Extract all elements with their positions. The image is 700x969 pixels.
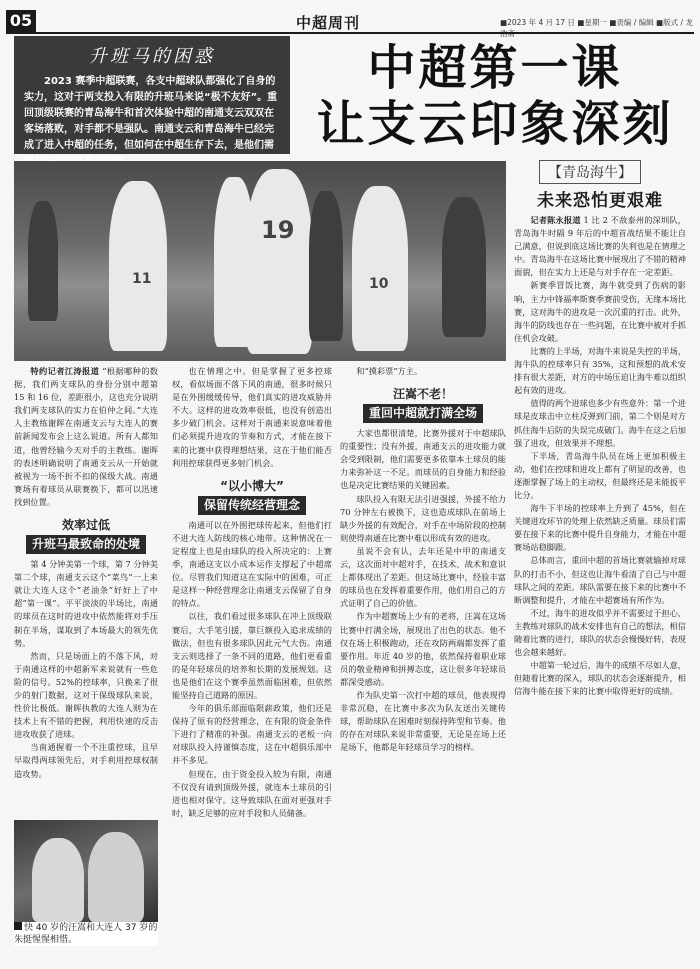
dateline: ■2023 年 4 月 17 日 ■星期一 ■责编 / 编辑 ■版式 / 龙 (500, 18, 693, 27)
players-photo (14, 820, 158, 922)
jersey-number: 10 (369, 276, 389, 292)
intro-box (14, 36, 290, 154)
paragraph: 也在情理之中。但是掌握了更多控球权，看似场面不落下风的南通，很多时候只是在外围缓缓传导，他们真实的进攻威胁并不大。这样的进攻效率很低，也没有创造出多少破门机会。这样对于南通来说意味着他们必须提升进攻的节奏和方式，才能在接下来的比赛中获得理想结果，这在于他们能否利用控球获得更多射门机会。 (172, 366, 332, 468)
masthead (0, 0, 700, 34)
headline-line-1: 中超第一课 (367, 40, 623, 96)
subhead-line-2: 重回中超就打满全场 (363, 404, 483, 423)
paragraph: 中超第一轮过后，海牛的成绩不尽如人意，但随着比赛的深入，球队的状态会逐渐提升，相信海牛能在接下来的比赛中取得更好的成绩。 (514, 660, 686, 697)
paragraph: 不过，海牛的进攻似乎并不需要过于担心，主教练对球队的战术安排也有自己的想法，相信随着比赛的进行，球队的状态会慢慢好转，表现也会越来越好。 (514, 607, 686, 658)
paragraph: 但现在，由于资金投入较为有限，南通不仅没有请到顶级外援，就连本土球员的引进也相对保守。这导致球队在面对更强对手时，缺乏足够的应对手段和人员储备。 (172, 768, 332, 818)
paragraph: 大家也都很清楚，比赛外援对于中超球队的重要性；没有外援，南通支云的进攻能力就会受到限制，他们需要更多依靠本土球员的能力来弥补这一不足。而球员的自身能力和经验也是决定比赛结果的关键因素。 (340, 428, 506, 491)
paragraph: 当南通握着一个不注重控球，且早早取得两球领先后，对手利用控球权制造攻势。 (14, 742, 158, 779)
player-silhouette (28, 201, 58, 321)
jersey-number: 19 (261, 216, 295, 244)
article-column-3 (340, 365, 506, 957)
byline: 特约记者江涛报道 (30, 366, 100, 376)
byline: 记者陈永报道 (530, 215, 581, 225)
jersey-number: 11 (132, 271, 152, 287)
player-silhouette (109, 181, 167, 351)
intro-body: 2023 赛季中超联赛，各支中超球队都强化了自身的实力，这对于两支投入有限的升班马来说“极不友好”。重回顶级联赛的青岛海牛和首次体验中超的南通支云双双在客场落败，对手都不是强队。南通支云和青岛海牛已经完成了进入中超的任务，但如何在中超生存下去，是他们需 (24, 76, 278, 151)
paragraph: 新赛季冒饭比赛，海牛就受到了伤病的影响，主力中锋福率斯赛季赛前受伤，无缘本场比赛，这对海牛的进攻是一次沉重的打击。此外，海牛的防线也存在一些问题，在比赛中被对手抓住机会攻破。 (514, 280, 686, 343)
paragraph: 作为队史第一次打中超的球员，他表现得非常沉稳，在比赛中多次为队友送出关键传球，帮助球队在困难时刻保持阵型和节奏。他的存在对球队来说非常重要，无论是在场上还是场下，他都是年轻球员学习的榜样。 (340, 689, 506, 753)
subhead-line-2: 升班马最致命的处境 (26, 535, 146, 554)
paragraph: 比赛的上半场，对海牛来说是失控的半场，海牛队的控球率只有 35%，这和预想的战术安排有很大差距，对方的中场压迫让海牛难以组织起有效的进攻。 (514, 345, 686, 396)
player-silhouette (88, 832, 144, 922)
paragraph: 虽说不会有认，去年还是中甲的南通支云，这次面对中超对手，在技术、战术和意识上都体现出了差距。但这场比赛中，经验丰富的球员也在发挥着重要作用，他们用自己的方式证明了自己的价值。 (340, 545, 506, 609)
player-silhouette (352, 186, 408, 351)
article-column-1 (14, 365, 158, 817)
caption-marker (14, 922, 22, 930)
subhead (340, 386, 506, 423)
page-number: 05 (6, 10, 36, 32)
section-title: 中超周刊 (296, 14, 361, 32)
paragraph: 第 4 分钟美第一个球，第 7 分钟美第二个球，南通支云这个“菜鸟”一上来就让大连人这个“老油条”好好上了中超“第一课”。平平淡淡的半场比，南通的球员在这时的进攻中依然能将对手压制在半场，谋取到了本场最大的领先优势。 (14, 559, 158, 648)
player-silhouette (32, 838, 84, 922)
paragraph: “根据哪种的数据，我们两支球队的身份分别中超第 15 和 16 位，差距很小，这也充分说明我们两支球队的实力在伯仲之间。”大连人主教练谢晖在南通支云与大连人的赛前新闻发布会上这么说道。所有人都知道，他曾经输今天对手的主教练。谢晖的表述明确说明了南通支云从一开始就被视为一场不折不扣的保级大战。南通赛场有着球员从联赛换下，都可以迅速找到位置。 (14, 366, 158, 507)
subhead (172, 478, 332, 515)
paragraph: 作为中超赛场上少有的老将，汪嵩在这场比赛中打满全场，展现出了出色的状态。他不仅在场上积极跑动，还在攻防两端都发挥了重要作用。年近 40 岁的他，依然保持着职业球员的敬业精神和拼搏态度，这让很多年轻球员都深受感动。 (340, 611, 506, 687)
photo-caption (14, 922, 158, 946)
article-column-2 (172, 365, 332, 957)
subhead-line-1: 汪嵩不老！ (392, 387, 453, 402)
paragraph: 以往，我们看过很多球队在冲上顶级联赛后，大手笔引援，靠巨额投入追求成绩的做法，但也有很多球队因此元气大伤。南通支云则选择了一条不同的道路，他们更看重的是年轻球员的培养和长期的发展规划。这也是他们在这个赛季虽然面临困难，但依然能坚持自己道路的原因。 (172, 611, 332, 700)
subhead-line-1: “以小博大” (220, 478, 284, 493)
section-tag: 【青岛海牛】 (539, 160, 641, 184)
subhead (14, 517, 158, 554)
paragraph: 今年的俱乐部面临限薪政策，他们还是保持了原有的经营理念，在有限的资金条件下进行了精准的补强。南通支云的老板一向对球队投入持谨慎态度，这在中超俱乐部中并不多见。 (172, 703, 332, 766)
intro-title: 升班马的困惑 (89, 46, 215, 67)
article-title: 未来恐怕更艰难 (537, 191, 663, 211)
player-silhouette (246, 169, 312, 354)
paragraph: 1 比 2 不敌泰州的深圳队，青岛海牛时隔 9 年后的中超首战结果不能让自己满意，但说到底这场比赛的失利也是在情理之中。青岛海牛在这场比赛中展现出了不错的精神面貌，但在实力上还是与对手存在一定差距。 (514, 215, 686, 278)
paragraph: 球队投入有限无法引进强援，外援不给力 70 分钟左右被换下，这也造成球队在前场上缺少外援的有效配合，对手在中场阶段的控制则使得南通在比赛中难以形成有效的进攻。 (340, 493, 506, 543)
paragraph: 下半场，青岛海牛队员在场上更加积极主动，他们在控球和进攻上都有了明显的改善，也逐渐掌握了场上的主动权，但最终还是未能扳平比分。 (514, 450, 686, 500)
paragraph: 值得的两个进球也多少有些意外：第一个进球是皮球击中立柱反弹到门前，第二个则是对方抓住海牛后防的失误完成破门。海牛在这之后加强了进攻，但效果并不理想。 (514, 398, 686, 448)
masthead-rule (6, 32, 694, 34)
player-silhouette (442, 197, 486, 337)
subhead-line-1: 效率过低 (61, 518, 110, 533)
headline (300, 40, 690, 152)
headline-line-2: 让支云印象深刻 (316, 96, 674, 152)
paragraph: 总体而言，重回中超的首场比赛就输掉对球队的打击不小，但这也让海牛看清了自己与中超球队之间的差距。球队需要在接下来的比赛中不断调整和提升，才能在中超赛场有所作为。 (514, 555, 686, 605)
player-silhouette (309, 191, 343, 341)
photo-caption-text: 快 40 岁的汪嵩和大连人 37 岁的朱挺惺惺相惜。 (14, 923, 158, 945)
paragraph: 然而，只是场面上的不落下风，对于南通这样的中超新军来说就有一些危险的信号。52%的控球率，只换来了很少的射门数据，这对于保级球队来说，性价比极低。谢晖执教的大连人则为在技术上有不错的把握，利用快速的反击进攻收获了进球。 (14, 650, 158, 740)
match-photo (14, 161, 506, 361)
subhead-line-2: 保留传统经营理念 (198, 496, 306, 515)
article-column-4 (514, 214, 686, 958)
paragraph: 南通可以在外围把球传起来，但他们打不进大连人防线的核心地带。这种情况在一定程度上也是由球队的投入所决定的：上赛季，南通这支以小成本运作支撑起了中超席位。尽管我们知道这在实际中的困难，可正是这样一种经营理念让南通支云保留了自身的特点。 (172, 519, 332, 609)
paragraph: 海牛下半场的控球率上升到了 45%，但在关键进攻环节的处理上依然缺乏质量。球员们需要在接下来的比赛中提升自身能力，才能在中超赛场站稳脚跟。 (514, 503, 686, 553)
paragraph: 和“摸彩票”方主。 (356, 366, 423, 376)
